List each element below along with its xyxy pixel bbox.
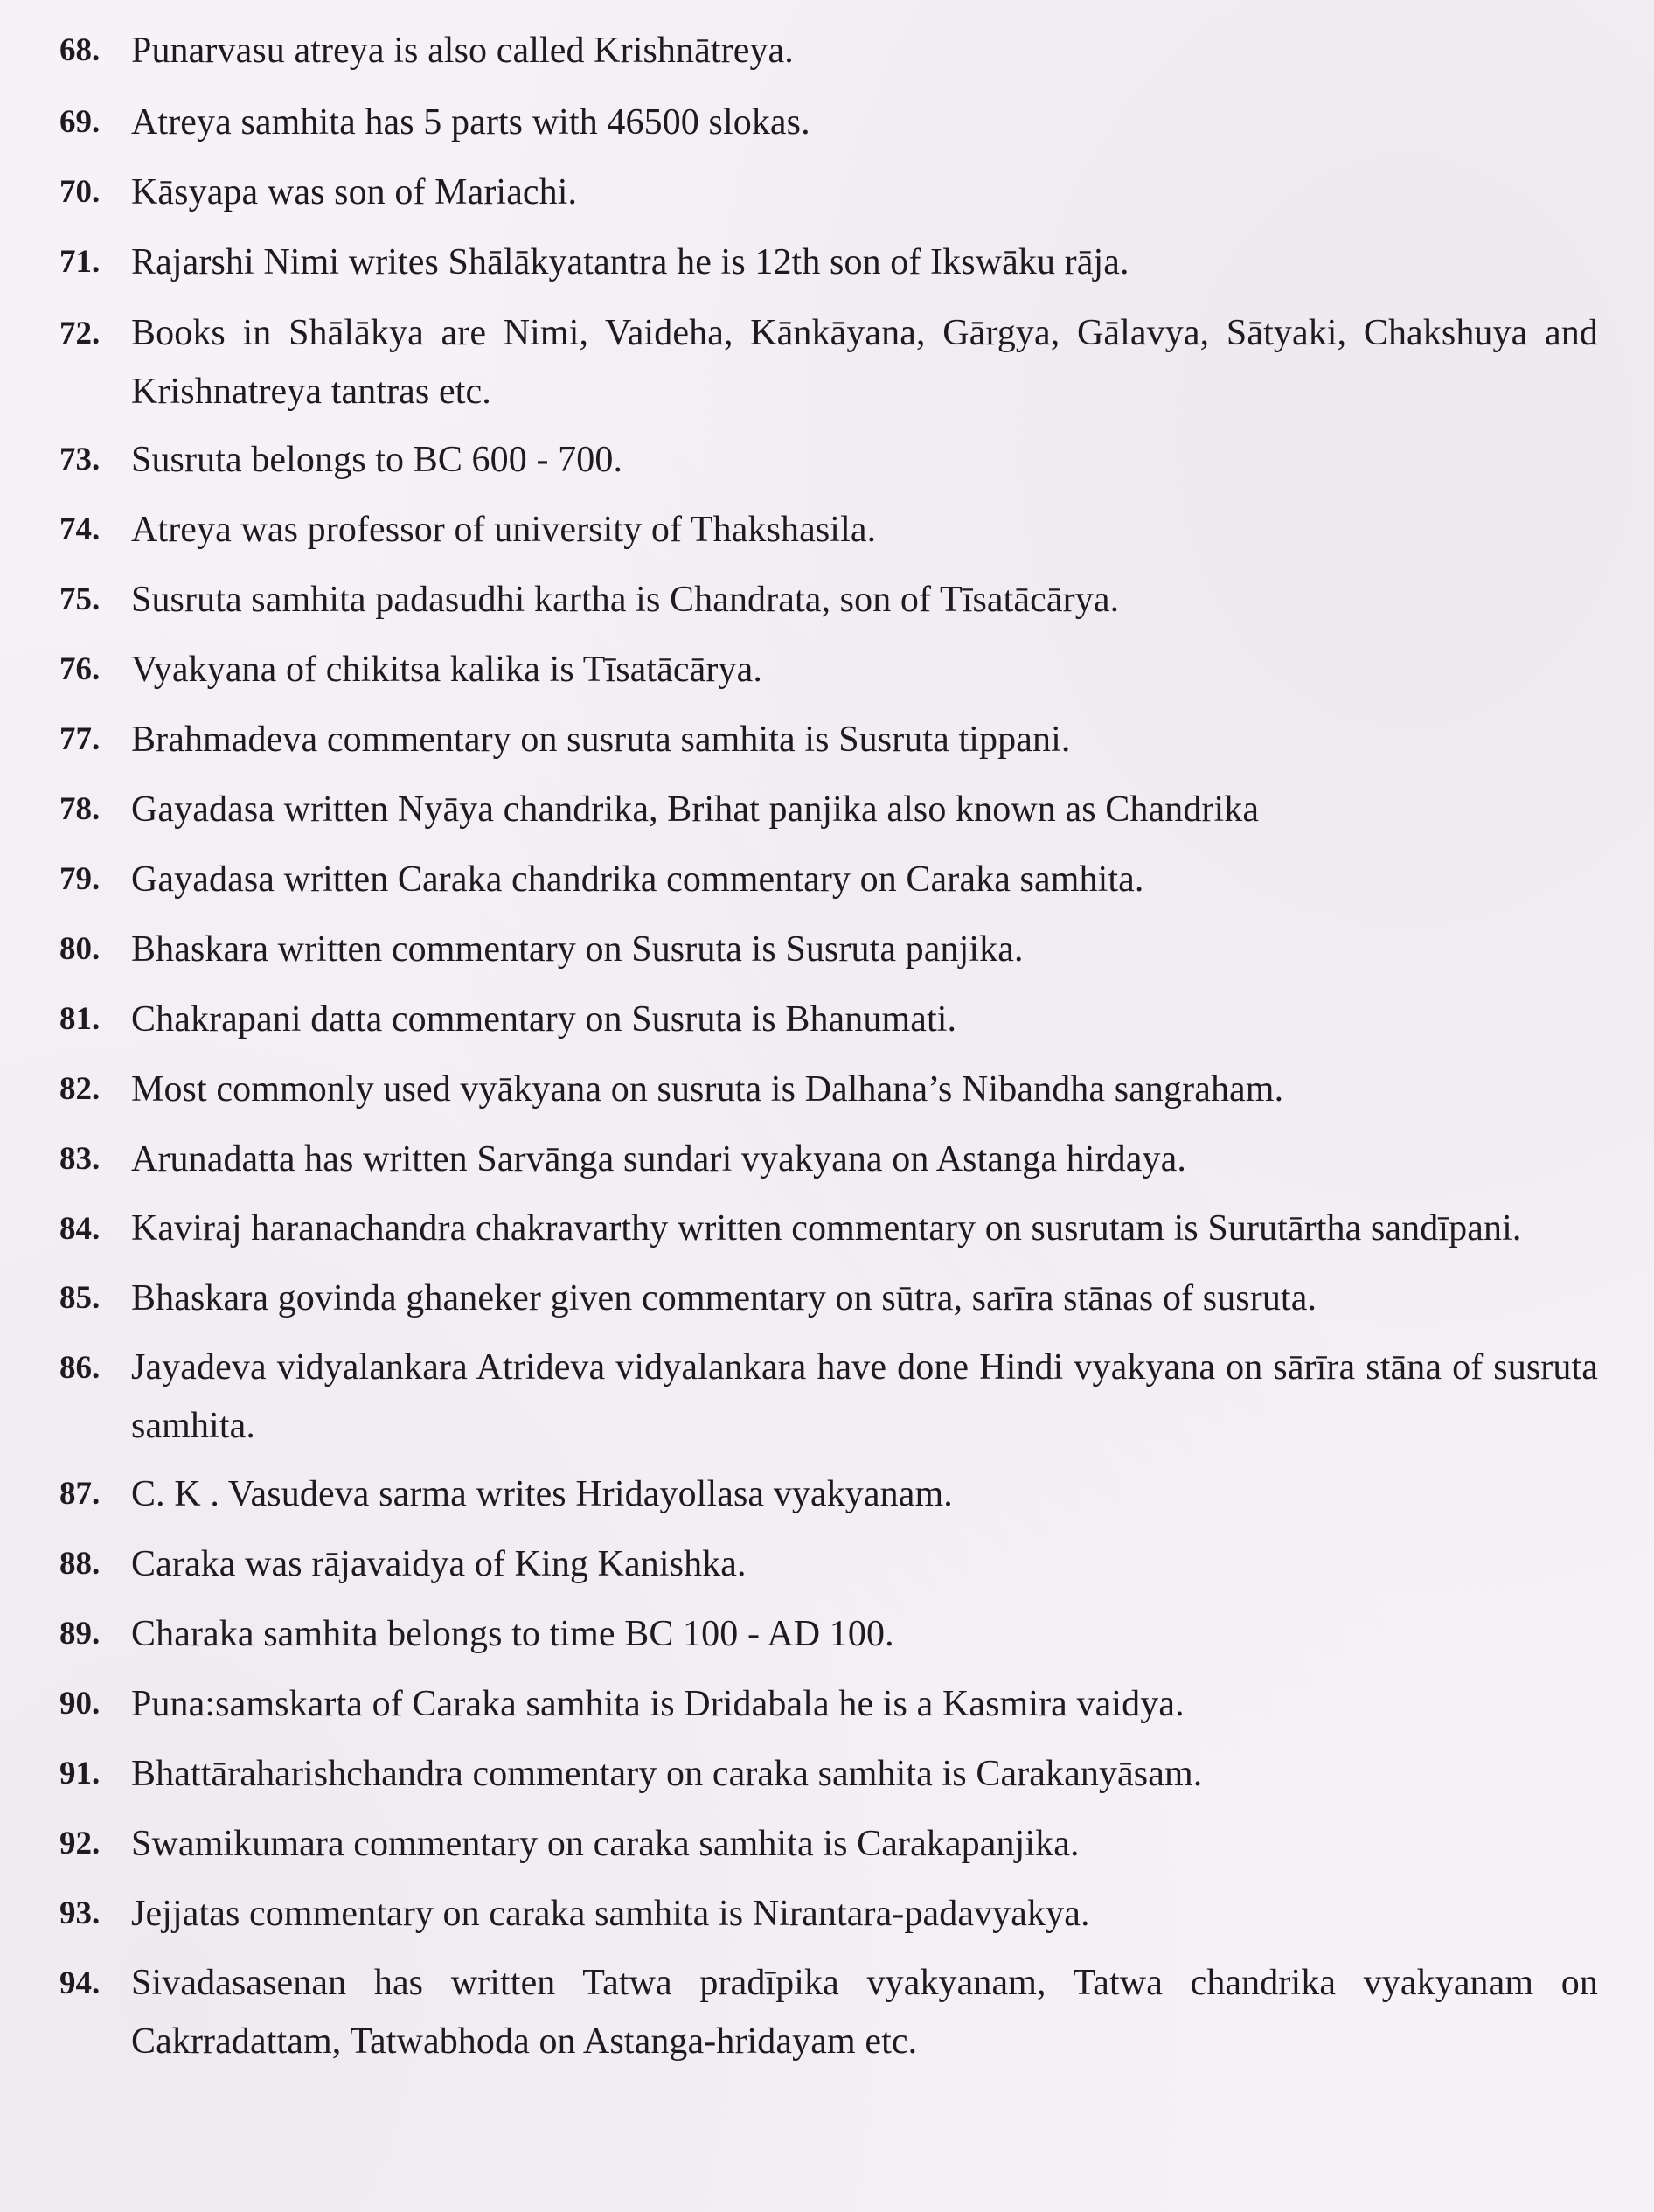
- item-text: Charaka samhita belongs to time BC 100 - AD 100.: [131, 1614, 894, 1654]
- list-item: [59, 1063, 1598, 1116]
- list-item: [59, 643, 1598, 696]
- list-item: [59, 713, 1598, 766]
- item-number: 74.: [59, 511, 101, 547]
- list-item: [59, 1888, 1598, 1940]
- item-number: 81.: [59, 1001, 101, 1037]
- item-number: 94.: [59, 1965, 101, 2001]
- list-item: [59, 1608, 1598, 1660]
- item-number: 73.: [59, 442, 101, 477]
- item-text: Books in Shālākya are Nimi, Vaideha, Kānkāyana, Gārgya, Gālavya, Sātyaki, Chakshuya and Krishnatreya tantras etc.: [131, 313, 1598, 412]
- item-number: 71.: [59, 244, 101, 280]
- list-item: [59, 574, 1598, 626]
- list-item: [59, 1538, 1598, 1590]
- list-item: [59, 1272, 1598, 1325]
- list-item: [59, 783, 1598, 836]
- item-number: 93.: [59, 1896, 101, 1931]
- list-item: [59, 1954, 1598, 2071]
- item-text: Bhaskara written commentary on Susruta is Susruta panjika.: [131, 929, 1024, 970]
- item-text: Sivadasasenan has written Tatwa pradīpika vyakyanam, Tatwa chandrika vyakyanam on Cakrradattam, Tatwabhoda on Astanga-hridayam etc.: [131, 1963, 1598, 2062]
- item-number: 79.: [59, 861, 101, 897]
- list-item: [59, 993, 1598, 1046]
- item-number: 70.: [59, 174, 101, 210]
- item-text: Kāsyapa was son of Mariachi.: [131, 172, 578, 212]
- item-text: Gayadasa written Nyāya chandrika, Brihat panjika also known as Chandrika: [131, 790, 1260, 830]
- item-number: 78.: [59, 791, 101, 827]
- item-number: 87.: [59, 1476, 101, 1512]
- list-item: [59, 1818, 1598, 1870]
- list-item: [59, 853, 1598, 906]
- list-item: [59, 24, 1598, 77]
- item-text: Jejjatas commentary on caraka samhita is Nirantara-padavyakya.: [131, 1894, 1090, 1934]
- list-item: [59, 1678, 1598, 1730]
- list-item: [59, 304, 1598, 421]
- item-text: Jayadeva vidyalankara Atrideva vidyalankara have done Hindi vyakyana on sārīra stāna of susruta samhita.: [131, 1347, 1598, 1446]
- item-text: Puna:samskarta of Caraka samhita is Dridabala he is a Kasmira vaidya.: [131, 1684, 1185, 1724]
- item-number: 77.: [59, 721, 101, 757]
- item-number: 84.: [59, 1211, 101, 1247]
- list-item: [59, 1468, 1598, 1520]
- item-text: Bhattāraharishchandra commentary on caraka samhita is Carakanyāsam.: [131, 1754, 1203, 1794]
- item-text: Atreya was professor of university of Thakshasila.: [131, 510, 877, 550]
- item-number: 82.: [59, 1071, 101, 1107]
- list-item: [59, 236, 1598, 289]
- item-number: 75.: [59, 581, 101, 617]
- list-item: [59, 504, 1598, 556]
- item-text: Most commonly used vyākyana on susruta is Dalhana’s Nibandha sangraham.: [131, 1069, 1284, 1109]
- item-number: 91.: [59, 1756, 101, 1791]
- item-number: 89.: [59, 1616, 101, 1652]
- item-text: Susruta samhita padasudhi kartha is Chandrata, son of Tīsatācārya.: [131, 580, 1120, 620]
- item-number: 86.: [59, 1350, 101, 1386]
- item-number: 90.: [59, 1686, 101, 1722]
- numbered-list: [59, 17, 1598, 2071]
- item-number: 69.: [59, 104, 101, 140]
- item-text: Vyakyana of chikitsa kalika is Tīsatācārya.: [131, 650, 762, 690]
- item-text: Rajarshi Nimi writes Shālākyatantra he is 12th son of Ikswāku rāja.: [131, 242, 1129, 282]
- item-number: 85.: [59, 1280, 101, 1316]
- item-text: C. K . Vasudeva sarma writes Hridayollasa vyakyanam.: [131, 1474, 953, 1514]
- list-item: [59, 1748, 1598, 1800]
- item-text: Swamikumara commentary on caraka samhita is Carakapanjika.: [131, 1824, 1080, 1864]
- item-number: 88.: [59, 1546, 101, 1582]
- item-number: 76.: [59, 651, 101, 687]
- list-item: [59, 1339, 1598, 1456]
- list-item: [59, 923, 1598, 976]
- list-item: [59, 1133, 1598, 1186]
- item-number: 80.: [59, 931, 101, 967]
- list-item: [59, 96, 1598, 149]
- item-number: 83.: [59, 1141, 101, 1177]
- item-text: Kaviraj haranachandra chakravarthy written commentary on susrutam is Surutārtha sandīpani.: [131, 1208, 1522, 1249]
- list-item: [59, 1200, 1598, 1258]
- item-text: Chakrapani datta commentary on Susruta is Bhanumati.: [131, 999, 957, 1040]
- item-text: Arunadatta has written Sarvānga sundari vyakyana on Astanga hirdaya.: [131, 1139, 1186, 1179]
- item-number: 72.: [59, 316, 101, 351]
- list-item: [59, 166, 1598, 219]
- item-text: Susruta belongs to BC 600 - 700.: [131, 440, 623, 480]
- item-text: Brahmadeva commentary on susruta samhita is Susruta tippani.: [131, 720, 1071, 760]
- item-text: Caraka was rājavaidya of King Kanishka.: [131, 1544, 747, 1584]
- item-text: Gayadasa written Caraka chandrika commentary on Caraka samhita.: [131, 859, 1144, 900]
- item-text: Punarvasu atreya is also called Krishnātreya.: [131, 31, 794, 71]
- item-number: 92.: [59, 1826, 101, 1861]
- item-text: Bhaskara govinda ghaneker given commentary on sūtra, sarīra stānas of susruta.: [131, 1278, 1317, 1318]
- item-number: 68.: [59, 32, 101, 68]
- item-text: Atreya samhita has 5 parts with 46500 slokas.: [131, 102, 810, 143]
- list-item: [59, 434, 1598, 486]
